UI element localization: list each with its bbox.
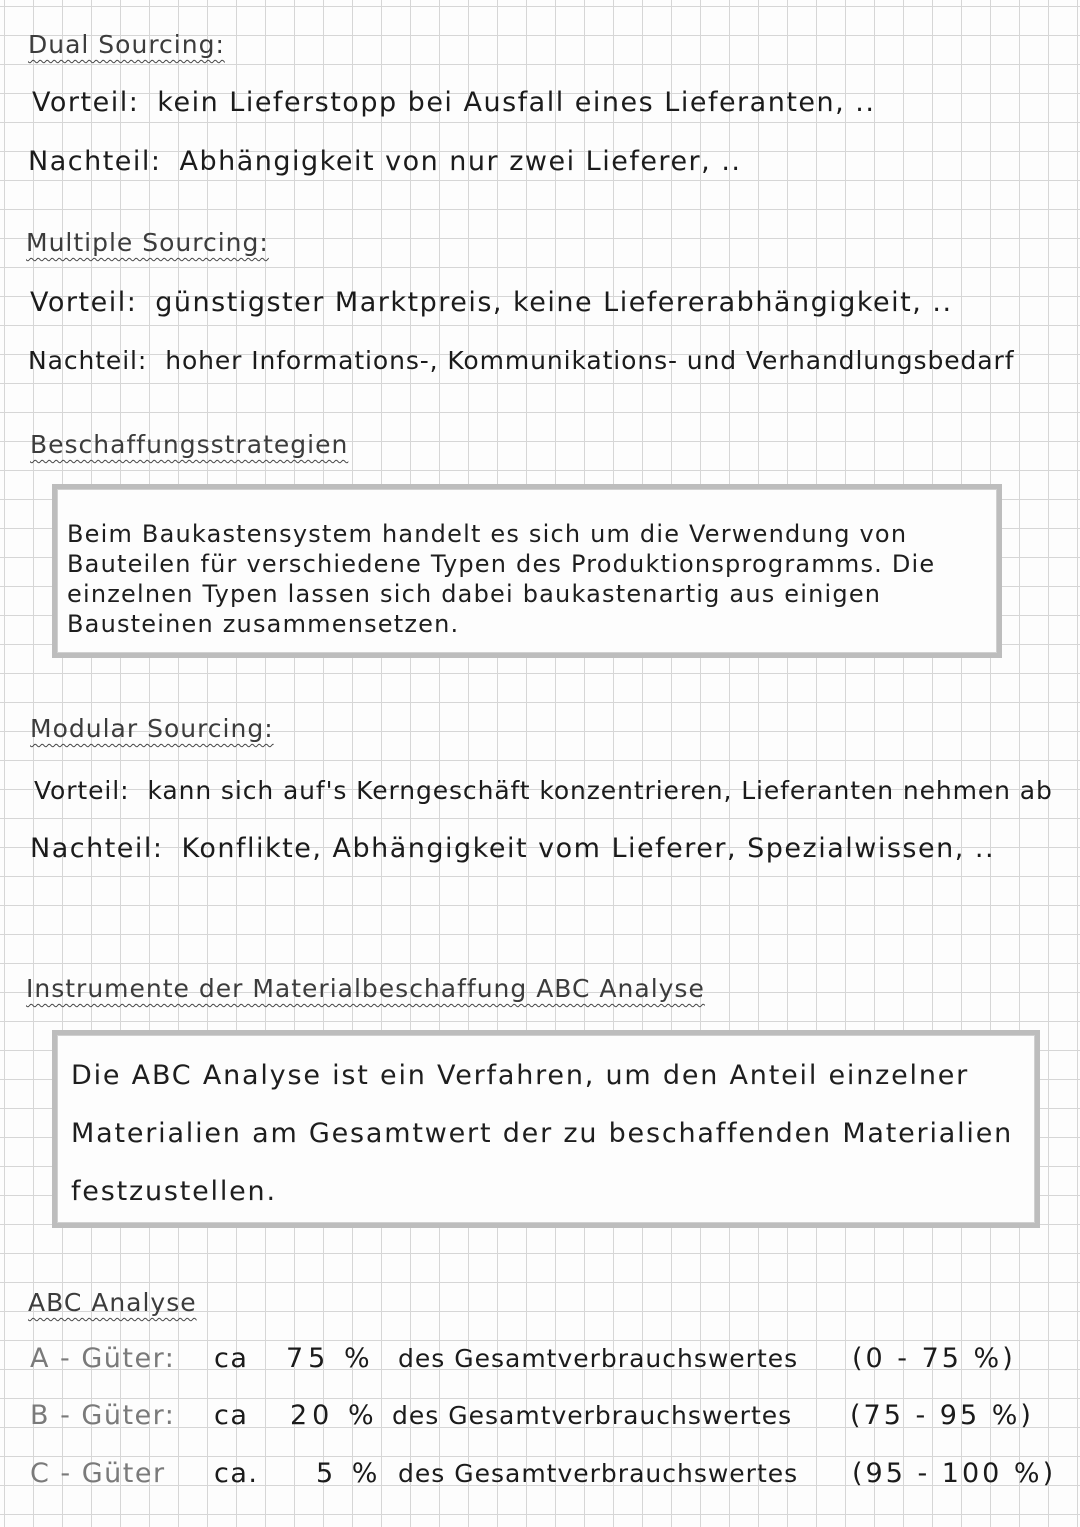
dual-vorteil-text: kein Lieferstopp bei Ausfall eines Lieferanten, ..: [157, 87, 876, 118]
multiple-vorteil-text: günstigster Marktpreis, keine Liefererabhängigkeit, ..: [155, 287, 953, 318]
abc-range: (95 - 100 %): [852, 1458, 1057, 1489]
abc-grade: A - Güter:: [30, 1343, 176, 1374]
modular-vorteil-text: kann sich auf's Kerngeschäft konzentrieren, Lieferanten nehmen ab: [147, 776, 1053, 805]
dual-nachteil-text: Abhängigkeit von nur zwei Lieferer, ..: [179, 146, 742, 177]
abc-percent: 5 %: [316, 1458, 383, 1489]
modular-nachteil-text: Konflikte, Abhängigkeit vom Lieferer, Spezialwissen, ..: [181, 833, 996, 864]
nachteil-label: Nachteil:: [28, 146, 162, 177]
abc-definition-box: [52, 1030, 1040, 1228]
multiple-sourcing-heading: Multiple Sourcing:: [26, 228, 269, 257]
dual-sourcing-heading: Dual Sourcing:: [28, 30, 225, 59]
vorteil-label: Vorteil:: [34, 776, 130, 805]
multiple-vorteil-line: [30, 286, 953, 320]
abc-ca: ca: [214, 1400, 249, 1431]
abc-text: des Gesamtverbrauchswertes: [392, 1401, 793, 1430]
nachteil-label: Nachteil:: [28, 346, 148, 375]
abc-range: (0 - 75 %): [852, 1343, 1016, 1374]
abc-ca: ca: [214, 1343, 249, 1374]
instrumente-heading: Instrumente der Materialbeschaffung ABC Analyse: [26, 974, 705, 1003]
vorteil-label: Vorteil:: [30, 287, 138, 318]
modular-nachteil-line: [30, 832, 995, 866]
abc-row-a: [0, 1342, 1080, 1382]
definition-box: [52, 484, 1002, 658]
abc-row-c: [0, 1457, 1080, 1497]
abc-percent: 75 %: [286, 1343, 375, 1374]
modular-sourcing-heading: Modular Sourcing:: [30, 714, 274, 743]
abc-grade: B - Güter:: [30, 1400, 176, 1431]
abc-ca: ca.: [214, 1458, 259, 1489]
multiple-nachteil-line: [28, 344, 1014, 378]
modular-vorteil-line: [34, 774, 1053, 808]
abc-row-b: [0, 1399, 1080, 1439]
nachteil-label: Nachteil:: [30, 833, 164, 864]
abc-percent: 20 %: [290, 1400, 379, 1431]
dual-nachteil-line: [28, 145, 741, 179]
multiple-nachteil-text: hoher Informations-, Kommunikations- und Verhandlungsbedarf: [165, 346, 1015, 375]
abc-text: des Gesamtverbrauchswertes: [398, 1344, 799, 1373]
vorteil-label: Vorteil:: [32, 87, 140, 118]
abc-range: (75 - 95 %): [850, 1400, 1034, 1431]
baukastensystem-text: Beim Baukastensystem handelt es sich um die Verwendung von Bauteilen für verschiedene Typen des Produktionsprogramms. Die einzelnen Typen lassen sich dabei baukastenartig aus einigen Bausteinen zusammensetzen.: [67, 520, 936, 638]
dual-vorteil-line: [32, 86, 875, 120]
beschaffungsstrategien-heading: Beschaffungsstrategien: [30, 430, 349, 459]
abc-text: des Gesamtverbrauchswertes: [398, 1459, 799, 1488]
abc-definition-text: Die ABC Analyse ist ein Verfahren, um den Anteil einzelner Materialien am Gesamtwert der zu beschaffenden Materialien festzustellen.: [71, 1060, 1014, 1207]
abc-analyse-heading: ABC Analyse: [28, 1288, 197, 1317]
abc-grade: C - Güter: [30, 1458, 166, 1489]
